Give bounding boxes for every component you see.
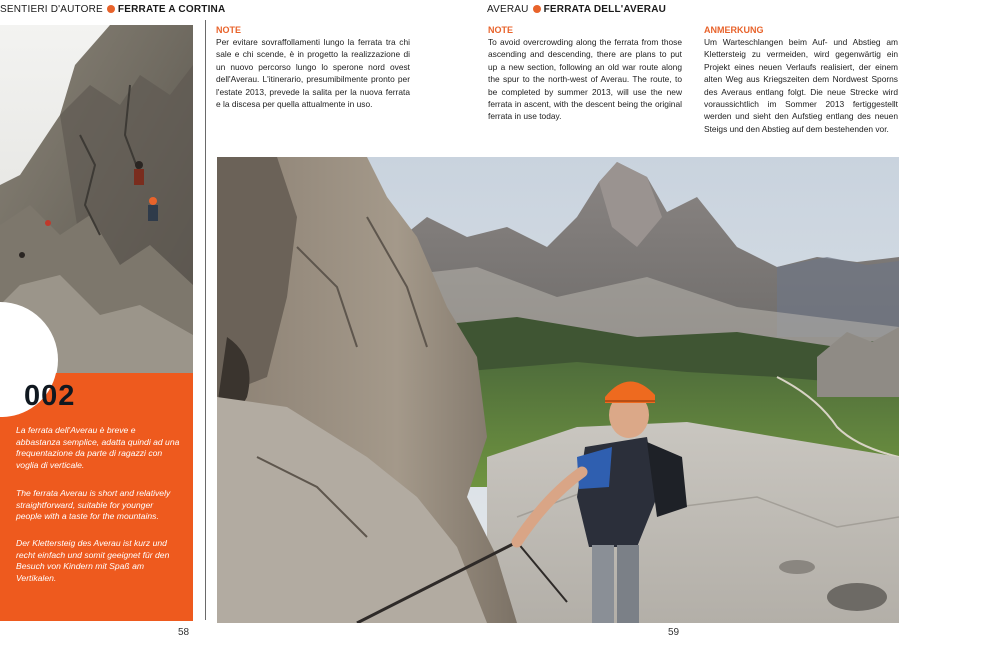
note-body: To avoid overcrowding along the ferrata from those ascending and descending, there are plans to put up a new section, following an old war route along the spur to the north-west of Averau. The route, to be completed by summer 2013, will use the new ferrata in ascent, with the descent being the original ferrata in use today. [488,37,682,122]
bullet-dot-icon [533,5,541,13]
note-body: Per evitare sovraffollamenti lungo la ferrata tra chi sale e chi scende, è in progetto la realizzazione di un nuovo percorso lungo lo sperone nord ovest dell'Averau. L'itinerario, presumibilmente pronto per l'estate 2013, prevede la salita per la nuova ferrata e la discesa per quella attualmente in uso. [216,37,410,110]
intro-german: Der Klettersteig des Averau ist kurz und recht einfach und somit geeignet für den Besuch von Kindern mit Spaß am Vertikalen. [16,538,170,583]
page-number-left: 58 [178,627,190,638]
intro-italian: La ferrata dell'Averau è breve e abbastanza semplice, adatta quindi ad una frequentazione da parte di ragazzi con voglia di verticale. [16,425,180,470]
header-section: AVERAU [487,4,529,15]
note-heading: NOTE [488,25,514,35]
note-english [488,24,682,123]
intro-english: The ferrata Averau is short and relatively straightforward, suitable for younger people with a taste for the mountains. [16,488,171,522]
note-german [704,24,898,135]
main-photo-illustration [217,157,899,623]
header-title: FERRATA DELL'AVERAU [543,4,667,15]
photo-boy-on-ferrata [217,157,899,623]
header-section: SENTIERI D'AUTORE [0,4,103,15]
route-number: 002 [24,380,76,412]
page-number-right: 59 [668,627,680,638]
gutter-line [205,20,206,620]
header-title: FERRATE A CORTINA [117,4,226,15]
running-header-left [0,4,225,15]
note-heading: ANMERKUNG [704,25,764,35]
running-header-right [487,4,666,15]
note-body: Um Warteschlangen beim Auf- und Abstieg am Klettersteig zu vermeiden, wird gegenwärtig ein Projekt eines neuen Verlaufs realisiert, der einem alten Weg aus Kriegszeiten dem Nordwest Sporns des Averaus entlang folgt. Die neue Strecke wird voraussichtlich im Sommer 2013 fertiggestellt werden und sieht den Aufstieg entlang des neuen Steigs und den Abstieg auf dem bestehenden vor. [704,37,898,134]
note-italian [216,24,410,110]
bullet-dot-icon [107,5,115,13]
note-heading: NOTE [216,25,242,35]
